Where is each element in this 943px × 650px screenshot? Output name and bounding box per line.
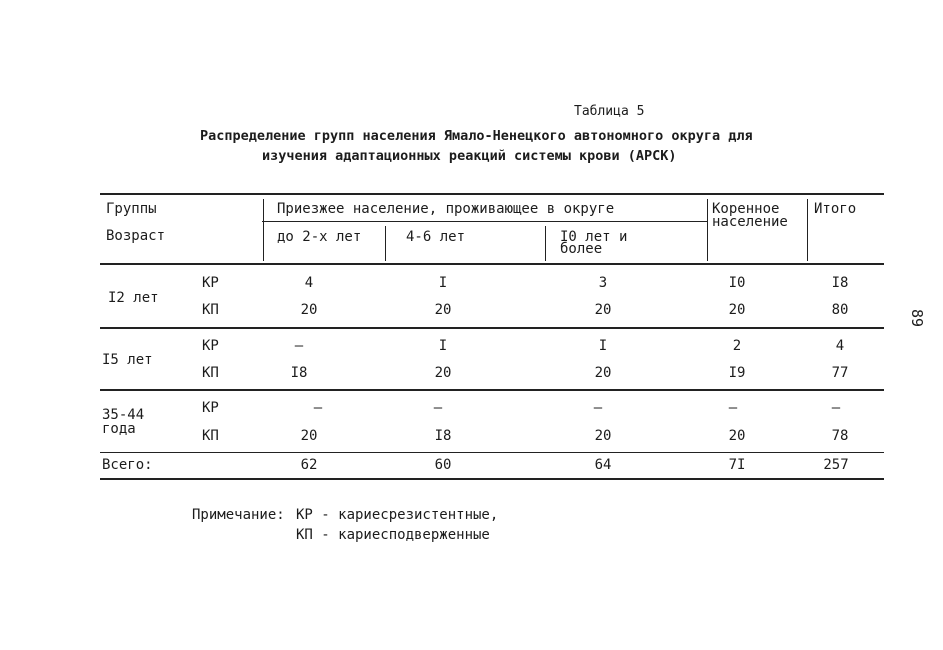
table-cell: I9 (728, 365, 746, 381)
table-cell: 77 (831, 365, 849, 381)
note-line1: КР - кариесрезистентные, (296, 507, 499, 523)
table-cell: 20 (728, 302, 746, 318)
table-cell: 2 (732, 338, 742, 354)
total-cell: 62 (300, 457, 318, 473)
page-number: 89 (908, 308, 927, 328)
header-bottom-rule (100, 263, 884, 265)
row-type-label: КП (202, 302, 219, 318)
row-type-label: КР (202, 275, 219, 291)
table-cell: 20 (300, 428, 318, 444)
header-indigenous-line2: население (712, 214, 788, 230)
table-bottom-rule (100, 478, 884, 480)
header-sub-under-2: до 2-х лет (277, 229, 362, 245)
table-cell: 20 (594, 365, 612, 381)
table-label: Таблица 5 (574, 104, 645, 119)
age-group-label: I5 лет (102, 352, 153, 368)
header-separator (385, 226, 386, 261)
table-cell: – (313, 400, 323, 416)
header-separator (545, 226, 546, 261)
table-cell: I0 (728, 275, 746, 291)
header-sub-4-6: 4-6 лет (406, 229, 466, 245)
table-cell: 20 (594, 428, 612, 444)
table-title-line2: изучения адаптационных реакций системы крови (АРСК) (262, 148, 677, 164)
note-label: Примечание: (192, 507, 285, 523)
table-cell: 3 (598, 275, 608, 291)
total-cell: 64 (594, 457, 612, 473)
table-cell: 4 (835, 338, 845, 354)
table-cell: – (593, 400, 603, 416)
header-age: Возраст (106, 228, 166, 244)
table-cell: I8 (831, 275, 849, 291)
total-cell: 257 (823, 457, 849, 473)
table-cell: 20 (434, 302, 452, 318)
table-cell: 4 (304, 275, 314, 291)
table-cell: I (598, 338, 608, 354)
table-cell: 78 (831, 428, 849, 444)
total-cell: 60 (434, 457, 452, 473)
table-cell: 80 (831, 302, 849, 318)
table-title-line1: Распределение групп населения Ямало-Ненецкого автономного округа для (200, 128, 753, 144)
table-cell: I (438, 275, 448, 291)
table-cell: 20 (300, 302, 318, 318)
table-cell: 20 (594, 302, 612, 318)
age-group-label: I2 лет (108, 290, 159, 306)
row-type-label: КР (202, 338, 219, 354)
row-type-label: КП (202, 365, 219, 381)
table-cell: – (433, 400, 443, 416)
header-groups: Группы (106, 201, 157, 217)
header-total: Итого (814, 201, 857, 217)
total-row-label: Всего: (102, 457, 153, 473)
table-cell: I8 (290, 365, 308, 381)
header-separator (707, 199, 708, 261)
group-divider (100, 389, 884, 391)
header-sub-10plus-line1: I0 лет и (560, 229, 628, 245)
table-cell: – (728, 400, 738, 416)
header-separator (263, 199, 264, 261)
header-separator (807, 199, 808, 261)
table-cell: – (831, 400, 841, 416)
age-group-label-line1: 35-44 (102, 407, 145, 423)
header-sub-10plus-line2: более (560, 241, 603, 257)
table-cell: – (294, 338, 304, 354)
row-type-label: КР (202, 400, 219, 416)
group-divider (100, 327, 884, 329)
table-cell: 20 (728, 428, 746, 444)
table-cell: 20 (434, 365, 452, 381)
header-migrants: Приезжее население, проживающее в округе (277, 201, 615, 217)
row-type-label: КП (202, 428, 219, 444)
age-group-label-line2: года (102, 421, 136, 437)
note-line2: КП - кариесподверженные (296, 527, 490, 543)
total-cell: 7I (728, 457, 746, 473)
table-top-rule (100, 193, 884, 195)
header-indigenous-line1: Коренное (712, 201, 780, 217)
table-cell: I (438, 338, 448, 354)
table-cell: I8 (434, 428, 452, 444)
total-divider (100, 452, 884, 453)
subheader-rule (262, 221, 707, 222)
